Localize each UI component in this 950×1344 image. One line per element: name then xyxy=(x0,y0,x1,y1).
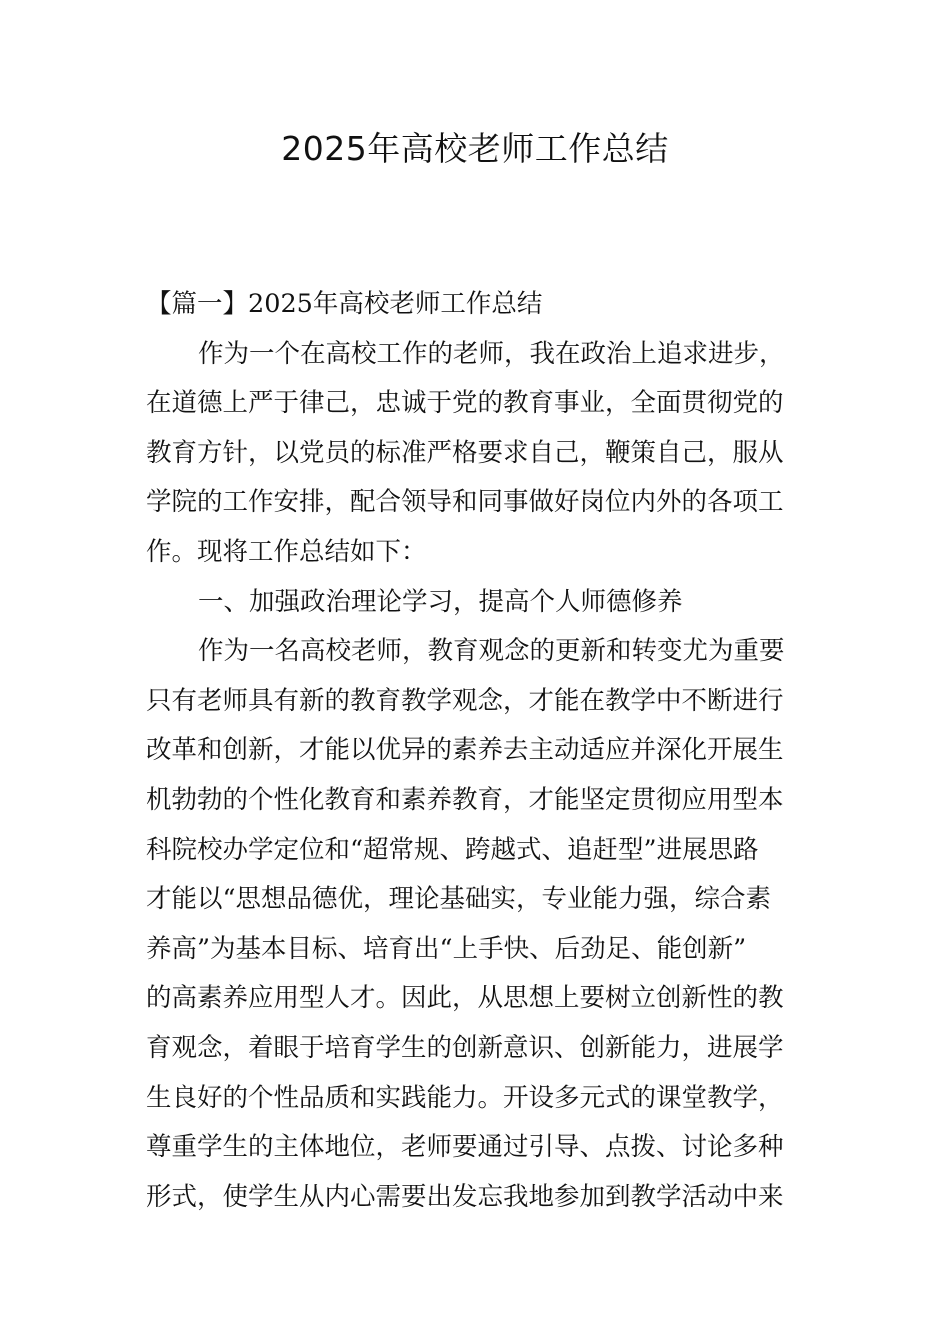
paragraph-line: 作为一个在高校工作的老师，我在政治上追求进步， xyxy=(198,338,785,369)
paragraph-line: 尊重学生的主体地位，老师要通过引导、点拨、讨论多种 xyxy=(146,1132,784,1163)
paragraph-line: 改革和创新，才能以优异的素养去主动适应并深化开展生 xyxy=(146,735,784,766)
paragraph-line: 作为一名高校老师，教育观念的更新和转变尤为重要 xyxy=(198,636,785,667)
paragraph-line: 作。现将工作总结如下： xyxy=(146,536,427,567)
document-body xyxy=(146,280,808,1222)
paragraph-line: 的高素养应用型人才。因此，从思想上要树立创新性的教 xyxy=(146,983,784,1014)
paragraph-line: 养高”为基本目标、培育出“上手快、后劲足、能创新” xyxy=(146,933,747,964)
paragraph-line: 生良好的个性品质和实践能力。开设多元式的课堂教学， xyxy=(146,1082,784,1113)
subheading-line: 一、加强政治理论学习，提高个人师德修养 xyxy=(198,586,683,617)
paragraph-line: 科院校办学定位和“超常规、跨越式、追赶型”进展思路 xyxy=(146,834,759,865)
paragraph-line: 形式，使学生从内心需要出发忘我地参加到教学活动中来 xyxy=(146,1181,784,1212)
paragraph-line: 才能以“思想品德优，理论基础实，专业能力强，综合素 xyxy=(146,884,772,915)
paragraph-line: 只有老师具有新的教育教学观念，才能在教学中不断进行 xyxy=(146,685,784,716)
section-heading: 【篇一】2025年高校老师工作总结 xyxy=(146,289,543,319)
paragraph-line: 机勃勃的个性化教育和素养教育，才能坚定贯彻应用型本 xyxy=(146,784,784,815)
paragraph-line: 教育方针，以党员的标准严格要求自己，鞭策自己，服从 xyxy=(146,437,784,468)
document-title: 2025年高校老师工作总结 xyxy=(281,129,669,168)
paragraph-line: 在道德上严于律己，忠诚于党的教育事业，全面贯彻党的 xyxy=(146,388,784,419)
paragraph-line: 学院的工作安排，配合领导和同事做好岗位内外的各项工 xyxy=(146,487,784,518)
paragraph-line: 育观念，着眼于培育学生的创新意识、创新能力，进展学 xyxy=(146,1032,784,1063)
